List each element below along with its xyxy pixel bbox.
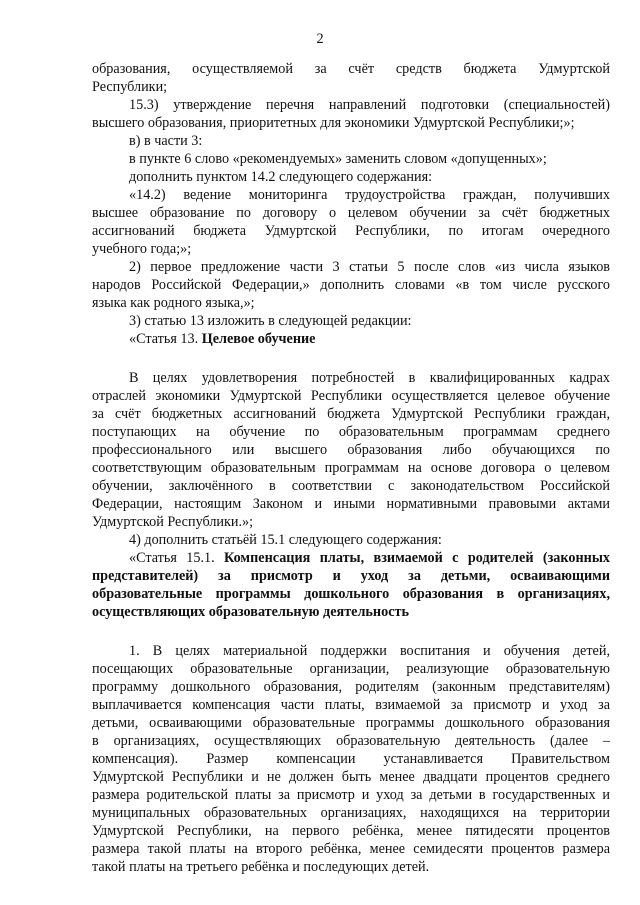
- text-line: соответствующим образовательным программам на основе договора о целевом: [92, 460, 610, 476]
- paragraph-continuation: [92, 60, 610, 96]
- text-line: народов Российской Федерации,» дополнить словами «в том числе русского: [92, 277, 610, 293]
- text-line: за счёт бюджетных ассигнований бюджета Удмуртской Республики граждан,: [92, 406, 610, 422]
- document-body: [92, 60, 610, 876]
- text-line: 15.3) утверждение перечня направлений подготовки (специальностей): [129, 97, 610, 113]
- article-title: представителей) за присмотр и уход за детьми, осваивающими: [92, 568, 610, 584]
- text-line: обучении, заключённого в соответствии с законодательством Российской: [92, 478, 610, 494]
- text-line: в организациях, осуществляющих образовательную деятельность (далее –: [92, 733, 610, 749]
- paragraph-item-3: 3) статью 13 изложить в следующей редакции:: [129, 313, 412, 329]
- text-line: образования, осуществляемой за счёт средств бюджета Удмуртской: [92, 61, 610, 77]
- text-line: ассигнований бюджета Удмуртской Республики, по итогам очередного: [92, 223, 610, 239]
- text-line: выплачивается компенсация части платы, взимаемой за присмотр и уход за: [92, 697, 610, 713]
- text-line: учебного года;»;: [92, 241, 192, 257]
- text-line: размера такой платы на второго ребёнка, менее семидесяти процентов размера: [92, 841, 610, 857]
- article-15-1-point-1: [92, 642, 610, 876]
- text-line: Федерации, настоящим Законом и иными нормативными правовыми актами: [92, 496, 610, 512]
- text-line: профессионального или высшего образования либо обучающихся по: [92, 442, 610, 458]
- article-title: Целевое обучение: [201, 331, 316, 347]
- text-line: поступающих на обучение по образовательным программам среднего: [92, 424, 610, 440]
- text-line: муниципальных образовательных организациях, находящихся на территории: [92, 805, 610, 821]
- text-line: размера родительской платы за присмотр и уход за детьми в государственных и: [92, 787, 610, 803]
- article-title: осуществляющих образовательную деятельность: [92, 604, 409, 620]
- paragraph-item-14-2: [92, 186, 610, 258]
- paragraph-item-2: [92, 258, 610, 312]
- text-line: [92, 549, 610, 567]
- article-15-1-heading: [92, 549, 610, 621]
- page-number: 2: [316, 31, 324, 47]
- text-line: Удмуртской Республики, на первого ребёнка, менее пятидесяти процентов: [92, 823, 610, 839]
- text-line: посещающих образовательные организации, реализующие образовательную: [92, 661, 610, 677]
- article-13-heading: [92, 330, 610, 348]
- text-line: компенсация). Размер компенсации устанавливается Правительством: [92, 751, 610, 767]
- text-line: языка как родного языка,»;: [92, 295, 255, 311]
- text-line: программу дошкольного образования, родителям (законным представителям): [92, 679, 610, 695]
- text-line: Республики;: [92, 79, 168, 95]
- text-line: такой платы на третьего ребёнка и последующих детей.: [92, 859, 430, 875]
- paragraph-part-3: в) в части 3:: [129, 133, 203, 149]
- text-line: 1. В целях материальной поддержки воспитания и обучения детей,: [129, 643, 610, 659]
- text-line: [92, 585, 610, 603]
- text-line: Удмуртской Республики.»;: [92, 514, 254, 530]
- text-line: высшего образования, приоритетных для экономики Удмуртской Республики;»;: [92, 115, 575, 131]
- paragraph-point-6: в пункте 6 слово «рекомендуемых» заменить словом «допущенных»;: [129, 151, 547, 167]
- article-prefix: «Статья 15.1.: [129, 550, 225, 566]
- text-line: В целях удовлетворения потребностей в квалифицированных кадрах: [129, 370, 610, 386]
- article-13-text: [92, 369, 610, 531]
- text-line: «14.2) ведение мониторинга трудоустройства граждан, получивших: [129, 187, 610, 203]
- text-line: [92, 603, 610, 621]
- text-line: высшее образование по договору о целевом обучении за счёт бюджетных: [92, 205, 610, 221]
- article-title: Компенсация платы, взимаемой с родителей (законных: [224, 550, 610, 566]
- text-line: [92, 567, 610, 585]
- paragraph-item-4: 4) дополнить статьёй 15.1 следующего содержания:: [129, 532, 442, 548]
- text-line: отраслей экономики Удмуртской Республики осуществляется целевое обучение: [92, 388, 610, 404]
- text-line: Удмуртской Республики и не должен быть менее двадцати процентов среднего: [92, 769, 610, 785]
- text-line: детьми, осваивающими образовательные программы дошкольного образования: [92, 715, 610, 731]
- text-line: 2) первое предложение части 3 статьи 5 после слов «из числа языков: [129, 259, 610, 275]
- paragraph-add-14-2: дополнить пунктом 14.2 следующего содержания:: [129, 169, 433, 185]
- article-prefix: «Статья 13.: [129, 331, 202, 347]
- article-title: образовательные программы дошкольного образования в организациях,: [92, 586, 610, 602]
- paragraph-item-15-3: [92, 96, 610, 132]
